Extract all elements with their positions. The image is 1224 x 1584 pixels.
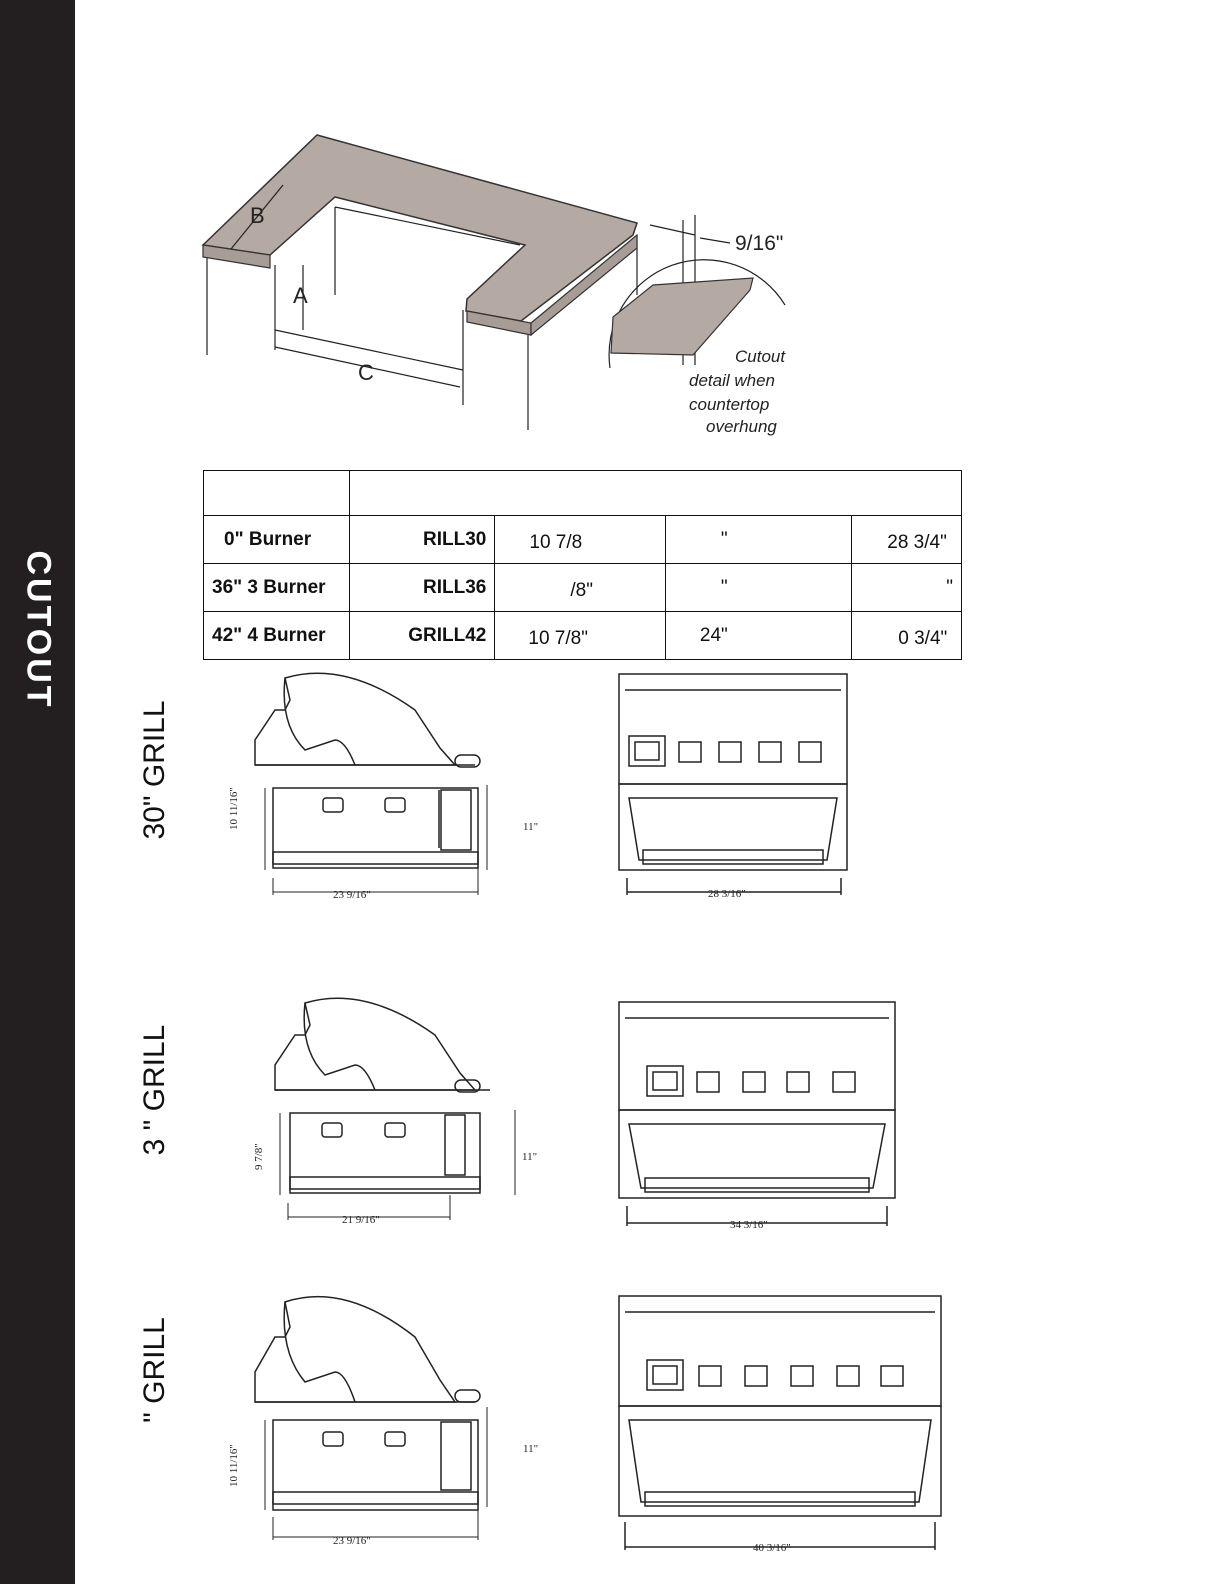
cell-code: GRILL42 — [349, 612, 495, 660]
side-width-label: 21 9/16" — [342, 1214, 380, 1226]
table-header-row — [204, 471, 962, 516]
cell-a: 10 7/8 — [495, 516, 666, 564]
grill-42-front-view — [615, 1292, 945, 1557]
cell-b: " — [665, 564, 851, 612]
cell-c: 28 3/4" — [852, 516, 962, 564]
caption-line-2: detail when — [689, 371, 776, 390]
cell-b: " — [665, 516, 851, 564]
countertop-diagram — [195, 125, 815, 445]
detail-slab — [611, 278, 753, 355]
header-cell — [204, 471, 350, 516]
grill-label-36: 3 " GRILL — [138, 1024, 171, 1156]
cell-a: /8" — [495, 564, 666, 612]
caption-line-1: Cutout — [735, 347, 786, 366]
grill-36-side-view — [250, 995, 550, 1235]
caption-line-4: overhung — [706, 417, 777, 436]
front-width-label: 40 3/16" — [753, 1542, 791, 1554]
cell-a: 10 7/8" — [495, 612, 666, 660]
side-width-label: 23 9/16" — [333, 1535, 371, 1547]
grill-30-side-view — [225, 670, 545, 910]
cell-model: 36" 3 Burner — [204, 564, 350, 612]
cell-b: 24" — [665, 612, 851, 660]
side-height-2-label: 11" — [522, 1151, 538, 1163]
side-height-label: 9 7/8" — [253, 1143, 265, 1170]
grill-label-42: " GRILL — [138, 1317, 171, 1423]
cell-c: " — [852, 564, 962, 612]
grill-30-front-view — [615, 670, 855, 900]
table-row — [204, 612, 962, 660]
cell-model: 0" Burner — [204, 516, 350, 564]
overhang-dimension: 9/16" — [735, 232, 784, 255]
sidebar — [0, 0, 75, 1584]
cell-c: 0 3/4" — [852, 612, 962, 660]
cutout-table — [203, 470, 962, 660]
header-cell — [349, 471, 961, 516]
label-c: C — [358, 360, 374, 385]
label-b: B — [250, 203, 265, 228]
front-width-label: 28 3/16" — [708, 888, 746, 900]
table-row — [204, 516, 962, 564]
grill-label-30: 30" GRILL — [138, 700, 171, 840]
side-height-2-label: 11" — [523, 821, 539, 833]
side-height-label: 10 11/16" — [228, 1444, 240, 1487]
cell-code: RILL30 — [349, 516, 495, 564]
side-height-2-label: 11" — [523, 1443, 539, 1455]
side-width-label: 23 9/16" — [333, 889, 371, 901]
front-width-label: 34 3/16" — [730, 1219, 768, 1231]
grill-42-side-view — [225, 1292, 545, 1552]
cell-code: RILL36 — [349, 564, 495, 612]
cell-model: 42" 4 Burner — [204, 612, 350, 660]
sidebar-title: CUTOUT — [19, 550, 58, 710]
side-height-label: 10 11/16" — [228, 787, 240, 830]
grill-36-front-view — [615, 998, 900, 1233]
table-row — [204, 564, 962, 612]
caption-line-3: countertop — [689, 395, 770, 414]
label-a: A — [293, 283, 308, 308]
